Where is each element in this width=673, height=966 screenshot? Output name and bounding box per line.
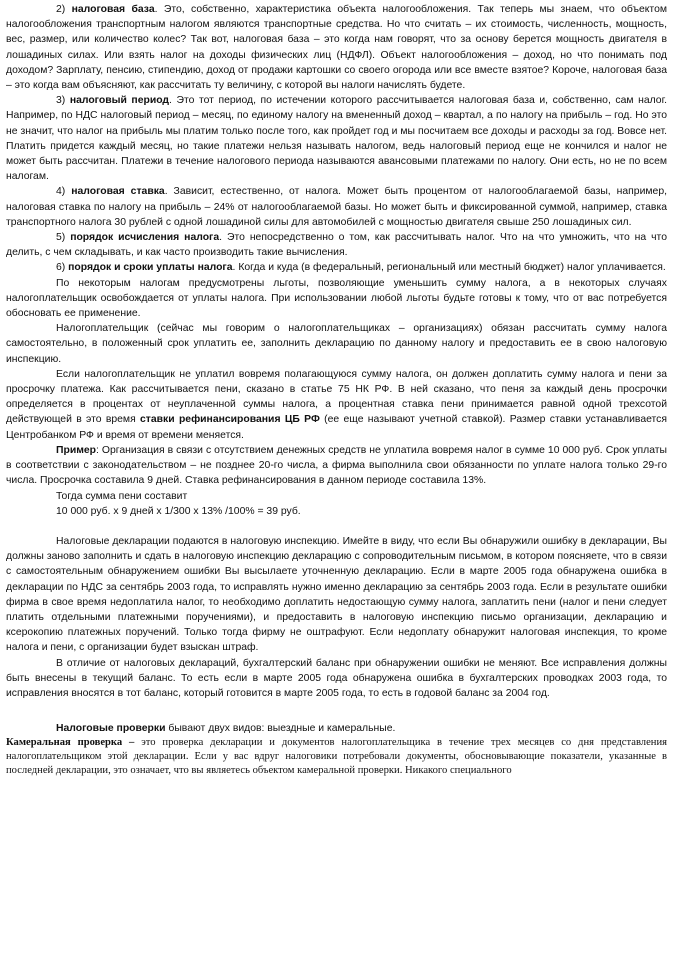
item-number: 3) bbox=[56, 95, 70, 107]
paragraph-benefits: По некоторым налогам предусмотрены льготы, позволяющие уменьшить сумму налога, а в некоторых случаях налогоплательщик освобождается от уплаты налога. При использовании любой льготы будьте готовы к тому, что от вас потребуется обосновать ее применение. bbox=[6, 277, 667, 320]
paragraph-text: : Организация в связи с отсутствием денежных средств не уплатила вовремя налог в сумме 10 000 руб. Срок уплаты в соответствии с законодательством – не позднее 20-го числа, а фирма выполнила свои обязанности по уплате налога только 29-го числа. Просрочка составила 9 дней. Ставка рефинансирования в данном периоде составила 13%. bbox=[6, 444, 667, 487]
paragraph-declarations: Налоговые декларации подаются в налоговую инспекцию. Имейте в виду, что если Вы обнаружили ошибку в декларации, Вы должны заново заполнить и сдать в налоговую инспекцию декларацию с сопроводительным письмом, в котором поясняете, что в связи с самостоятельным обнаружением ошибки Вы высылаете уточненную декларацию. Если в марте 2005 года обнаружена ошибка в декларации по НДС за сентябрь 2003 года, то исправлять нужно именно декларацию за сентябрь 2003 года. Если в результате ошибки фирма в свое время недоплатила налог, то необходимо доплатить недостающую сумму налога, заплатить пени (налог и пени следует платить отдельными платежными поручениями), и предоставить в налоговую инспекцию письмо организации, декларацию и ксерокопию платежных поручений. Только тогда фирму не оштрафуют. Если недоплату обнаружит налоговая инспекция, то кроме налога и пени, с организации будет взыскан штраф. bbox=[6, 535, 667, 654]
item-number: 5) bbox=[56, 232, 71, 244]
paragraph-text: . Это непосредственно о том, как рассчитывать налог. Что на что умножить, что на что делить, с чем складывать, и как часто производить такие вычисления. bbox=[6, 232, 667, 259]
term-tax-base: налоговая база bbox=[71, 4, 155, 15]
term-example: Пример bbox=[56, 444, 97, 456]
paragraph-tax-base bbox=[6, 2, 667, 93]
paragraph-tax-rate bbox=[6, 184, 667, 230]
example-formula: 10 000 руб. х 9 дней х 1/300 х 13% /100% = 39 руб. bbox=[56, 505, 301, 517]
paragraph-calculation-order bbox=[6, 230, 667, 260]
example-result-label: Тогда сумма пени составит bbox=[56, 490, 188, 502]
paragraph-balance-sheet: В отличие от налоговых деклараций, бухгалтерский баланс при обнаружении ошибки не меняют. Все исправления должны быть внесены в текущий баланс. То есть если в марте 2005 года обнаружена ошибка в бухгалтерских проводках 2003 года, то исправления вносятся в тот баланс, который готовится в марте 2005 года, то есть в годовой баланс за 2004 год. bbox=[6, 657, 667, 699]
paragraph-desk-audit bbox=[6, 736, 667, 778]
paragraph-tax-period bbox=[6, 93, 667, 184]
spacer bbox=[6, 519, 667, 534]
spacer bbox=[6, 701, 667, 721]
term-tax-rate: налоговая ставка bbox=[71, 186, 165, 198]
paragraph-text: бывают двух видов: выездные и камеральные. bbox=[165, 723, 396, 735]
term-tax-audits: Налоговые проверки bbox=[56, 723, 166, 735]
term-calculation-order: порядок исчисления налога bbox=[70, 232, 220, 244]
term-desk-audit: Камеральная проверка – bbox=[6, 737, 142, 749]
item-number: 6) bbox=[56, 262, 69, 274]
paragraph-text: (ее еще называют учетной ставкой). Размер ставки устанавливается Центробанком РФ и время от времени меняется. bbox=[6, 414, 667, 441]
term-payment-terms: порядок и сроки уплаты налога bbox=[68, 262, 233, 274]
paragraph-example bbox=[6, 443, 667, 489]
paragraph-text: . Когда и куда (в федеральный, региональный или местный бюджет) налог уплачивается. bbox=[232, 262, 666, 274]
item-number: 2) bbox=[56, 4, 72, 15]
paragraph-payment-terms bbox=[6, 260, 667, 275]
term-tax-period: налоговый период bbox=[69, 95, 170, 107]
paragraph-text: это проверка декларации и документов налогоплательщика в течение трех месяцев со дня представления налогоплательщиком этой декларации. Если у вас вдруг налоговики потребовали документы, обосновывающие показатели, указанные в последней декларации, это означает, что вы являетесь объектом камеральной проверки. Никакого специального bbox=[6, 737, 668, 777]
paragraph-tax-audits bbox=[6, 721, 667, 736]
item-number: 4) bbox=[56, 186, 72, 198]
paragraph-penalty bbox=[6, 367, 667, 443]
paragraph-text: Если налогоплательщик не уплатил вовремя полагающуюся сумму налога, он должен доплатить сумму налога и пени за просрочку платежа. Как рассчитывается пени, сказано в статье 75 НК РФ. В ней сказано, что пеня за каждый день просрочки определяется в процентах от неуплаченной суммы налога, а процентная ставка пени принимается равной одной трехсотой действующей в это время bbox=[6, 368, 667, 426]
term-refinancing-rate: ставки рефинансирования ЦБ РФ bbox=[140, 414, 320, 426]
paragraph-text: . Это тот период, по истечении которого рассчитывается налоговая база и, собственно, сам налог. Например, по НДС налоговый период – месяц, по единому налогу на вмененный доход – квартал, а по налогу на прибыль – год. Но это не значит, что налог на прибыль мы платим только после того, как пройдет год и мы посчитаем все доходы и расходы за год. Вовсе нет. Платить придется каждый месяц, но такие платежи нельзя называть налогом, ведь налоговый период еще не кончился и налог не может быть рассчитан. Платежи в течение налогового периода называются авансовыми платежами по налогу. Они есть, но не по всем налогам. bbox=[6, 95, 667, 183]
paragraph-text: . Это, собственно, характеристика объекта налогообложения. Так теперь мы знаем, что объектом налогообложения транспортным налогом являются транспортные средства. Но что считать – их стоимость, численность, мощность, вес, размер, или количество колес? Так вот, налоговая база – это когда нам говорят, что за основу берется мощность двигателя в лошадиных силах. Или взять налог на доходы физических лиц (НДФЛ). Объект налогообложения – доход, но что понимать под доходом? Зарплату, пенсию, стипендию, доход от продажи картошки со своего огорода или все вместе взятое? Короче, налоговая база – это когда вам объясняют, как рассчитать ту величину, с которой вы налоги начислять будете. bbox=[6, 4, 667, 92]
paragraph-taxpayer-duties: Налогоплательщик (сейчас мы говорим о налогоплательщиках – организациях) обязан рассчитать сумму налога самостоятельно, в положенный срок уплатить ее, заполнить декларацию по данному налогу и предоставить ее в свою налоговую инспекцию. bbox=[6, 323, 667, 365]
paragraph-text: . Зависит, естественно, от налога. Может быть процентом от налогооблагаемой базы, например, налоговая ставка по налогу на прибыль – 24% от налогооблагаемой базы. Но может быть и фиксированной суммой, например, ставка транспортного налога 30 рублей с одной лошадиной силы для автомобилей с мощностью двигателя свыше 250 лошадиных сил. bbox=[6, 186, 667, 228]
